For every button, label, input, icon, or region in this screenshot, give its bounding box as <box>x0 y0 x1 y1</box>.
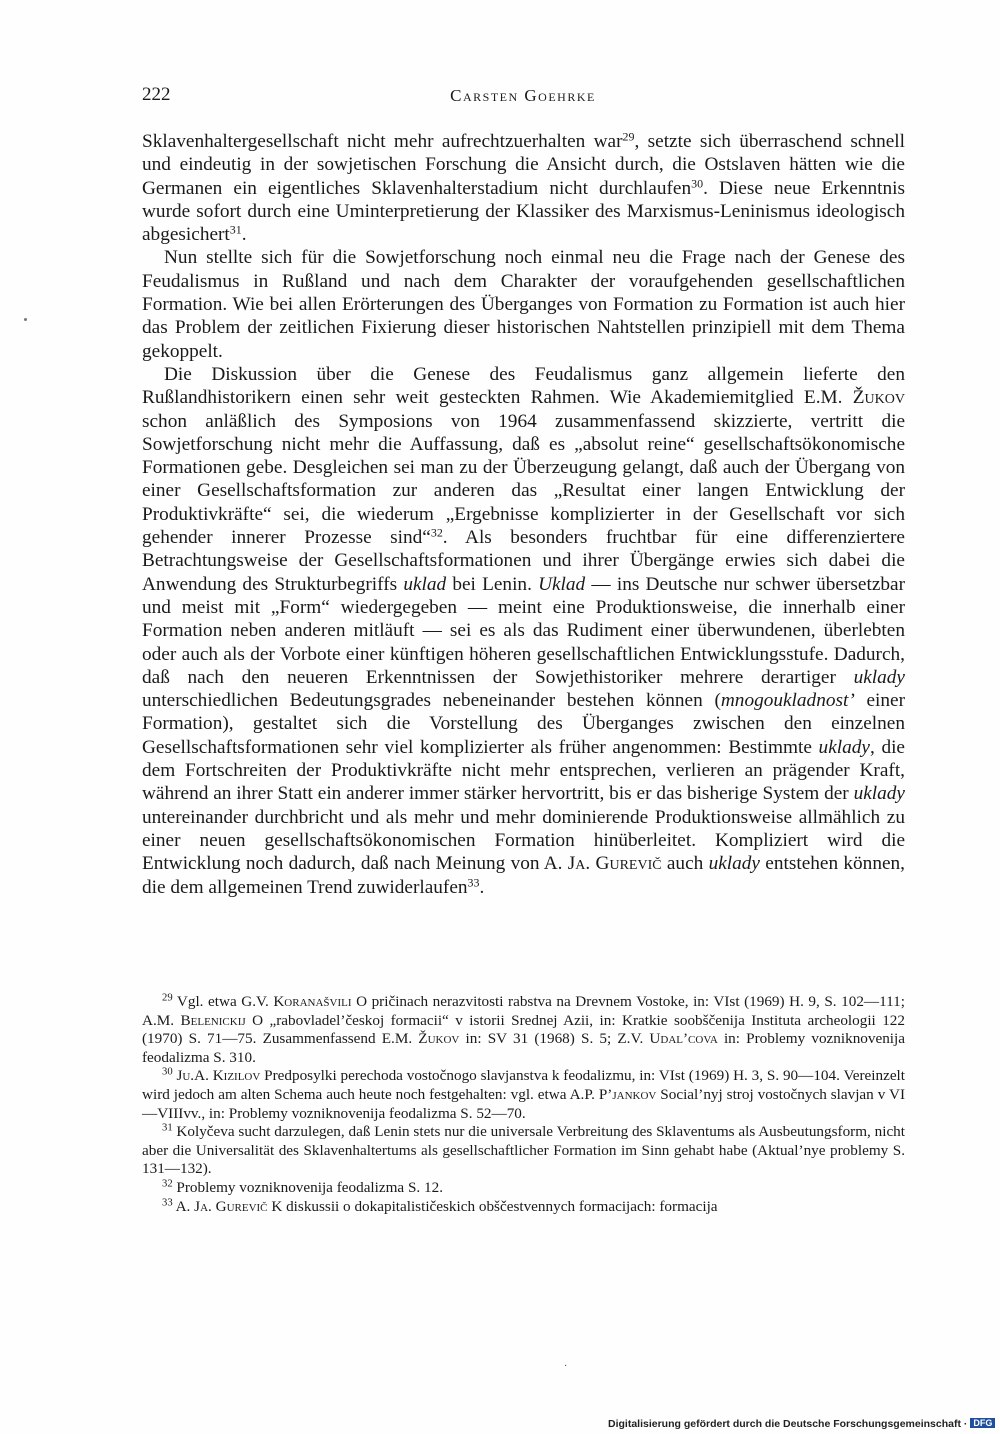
margin-speck <box>24 318 27 321</box>
stray-mark: · <box>564 1361 568 1372</box>
footnote-ref-32[interactable]: 32 <box>430 525 443 540</box>
footnote-ref-31[interactable]: 31 <box>229 222 242 237</box>
page-number: 222 <box>142 84 171 105</box>
running-head: Carsten Goehrke <box>450 86 596 105</box>
author-name: Žukov <box>852 387 905 409</box>
footnote-33: $^{33}$ A. Ja. Gurevič K diskussii o dokapitalističeskich obščestvennych formacijach: formacija <box>162 1197 718 1215</box>
footnote-ref-33[interactable]: 33 <box>467 874 480 889</box>
footnote-30: $^{30}$ Ju.A. Kizilov Predposylki perechoda vostočnogo slavjanstva k feodalizmu, in: VIst (1969) H. 3, S. 90—104. Vereinzelt wird jedoch am alten Schema auch heute noch festgehalten: vgl. etwa A.P. P’jankov Social’nyj stroj vostočnych slavjan v VI—VIIIvv., in: Problemy vozniknovenija feodalizma S. 52—70. <box>142 1067 905 1122</box>
footnote-ref-29[interactable]: 29 <box>622 129 635 144</box>
page-header <box>142 84 904 110</box>
paragraph-2: Nun stellte sich für die Sowjetforschung noch einmal neu die Frage nach der Genese des Feudalismus in Rußland und nach dem Charakter der voraufgehenden gesellschaftlichen Formation. Wie bei allen Erörterungen des Überganges von Formation zu Formation ist auch hier das Problem der zeitlichen Fixierung dieser historischen Nahtstellen prinzipiell mit dem Thema gekoppelt. <box>142 247 905 362</box>
dfg-logo: DFG <box>970 1418 995 1428</box>
footnote-31: $^{31}$ Kolyčeva sucht darzulegen, daß Lenin stets nur die universale Verbreitung des Sklaventums als Ausbeutungsform, nicht aber die Universalität des Sklavenhaltertums als gesellschaftlicher Formation im Sinn gehabt habe (Aktual’nye problemy S. 131—132). <box>142 1122 905 1178</box>
footnote-29: $^{29}$ Vgl. etwa G.V. Koranašvili O pričinach nerazvitosti rabstva na Drevnem Vostoke, in: VIst (1969) H. 9, S. 102—111; A.M. Belenickij O „rabovladel’českoj formacii“ v istorii Srednej Azii, in: Kratkie soobščenija Instituta archeologii 122 (1970) S. 71—75. Zusammenfassend E.M. Žukov in: SV 31 (1968) S. 5; Z.V. Udal’cova in: Problemy vozniknovenija feodalizma S. 310. <box>142 992 905 1066</box>
body-text <box>142 130 905 899</box>
digitization-credit <box>608 1418 992 1432</box>
footnote-32: $^{32}$ Problemy vozniknovenija feodalizma S. 12. <box>162 1178 443 1196</box>
author-name: Ja. Gurevič <box>567 853 662 875</box>
paragraph-3: Die Diskussion über die Genese des Feudalismus ganz allgemein lieferte den Rußlandhistorikern einen sehr weit gesteckten Rahmen. Wie Akademiemitglied E.M. Žukov schon anläßlich des Symposions von 1964 zusammenfassend skizzierte, vertritt die Sowjetforschung nicht mehr die Auffassung, daß es „absolut reine“ gesellschaftsökonomische Formationen gebe. Desgleichen sei man zu der Überzeugung gelangt, daß auch der Übergang von einer Gesellschaftsformation zur anderen das „Resultat einer langen Entwicklung der Produktivkräfte“ sei, die wiederum „Ergebnisse komplizierter in der Gesellschaft vor sich gehender innerer Prozesse sind“$^{32}$. Als besonders fruchtbar für eine differenziertere Betrachtungsweise der Gesellschaftsformationen und ihrer Übergänge erwies sich dabei die Anwendung des Strukturbegriffs uklad bei Lenin. Uklad — ins Deutsche nur schwer übersetzbar und meist mit „Form“ wiedergegeben — meint eine Produktionsweise, die innerhalb einer Formation neben anderen mitläuft — sei es als das Rudiment einer überwundenen, überlebten oder auch als der Vorbote einer künftigen höheren gesellschaftlichen Entwicklungsstufe. Dadurch, daß nach den neueren Erkenntnissen der Sowjethistoriker mehrere derartiger uklady unterschiedlichen Bedeutungsgrades nebeneinander bestehen können (mnogoukladnost’ einer Formation), gestaltet sich die Vorstellung des Überganges zwischen den einzelnen Gesellschaftsformationen sehr viel komplizierter als früher angenommen: Bestimmte uklady, die dem Fortschreiten der Produktivkräfte nicht mehr entsprechen, verlieren an prägender Kraft, während an ihrer Statt ein anderer immer stärker hervortritt, bis er das bisherige System der uklady untereinander durchbricht und als mehr und mehr dominierende Produktionsweise allmählich zu einer neuen gesellschaftsökonomischen Formation hinüberleitet. Kompliziert wird die Entwicklung noch dadurch, daß nach Meinung von A. Ja. Gurevič auch uklady entstehen können, die dem allgemeinen Trend zuwiderlaufen$^{33}$. <box>142 363 905 898</box>
credit-text: Digitalisierung gefördert durch die Deutsche Forschungsgemeinschaft · <box>608 1418 968 1430</box>
paragraph-1: Sklavenhaltergesellschaft nicht mehr aufrechtzuerhalten war$^{29}$, setzte sich überraschend schnell und eindeutig in der sowjetischen Forschung die Ansicht durch, die Ostslaven hätten wie die Germanen ein eigentliches Sklavenhalterstadium nicht durchlaufen$^{30}$. Diese neue Erkenntnis wurde sofort durch eine Uminterpretierung der Klassiker des Marxismus-Leninismus ideologisch abgesichert$^{31}$. <box>142 129 905 246</box>
footnotes <box>142 993 905 1216</box>
footnote-ref-30[interactable]: 30 <box>691 176 704 191</box>
